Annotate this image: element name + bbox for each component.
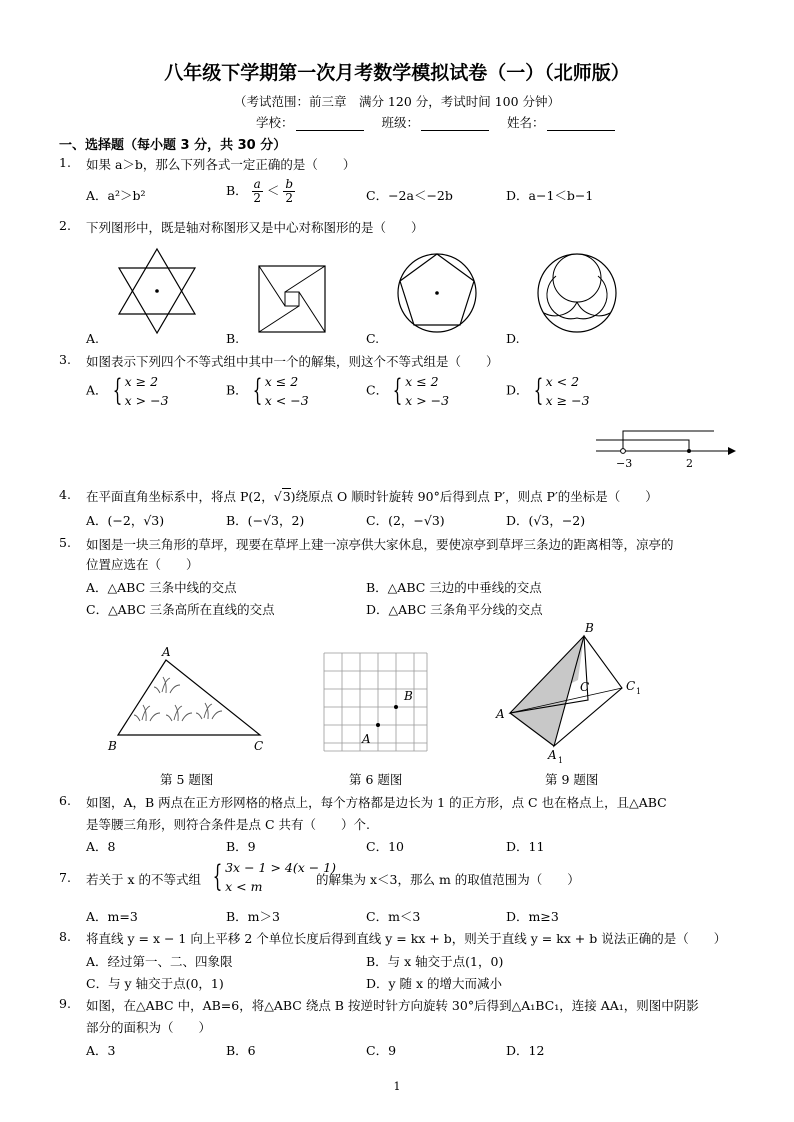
svg-text:B: B (585, 621, 594, 635)
q2-option-d[interactable]: D. (506, 331, 520, 346)
q6-text-line2: 是等腰三角形，则符合条件是点 C 共有（ ）个. (86, 817, 370, 832)
q6-option-d[interactable]: D．11 (506, 839, 545, 854)
q5-option-c[interactable]: C．△ABC 三条高所在直线的交点 (86, 602, 275, 617)
page-number: 1 (393, 1080, 401, 1093)
q1-frac-a: $\frac{a}{2}$ (253, 177, 262, 205)
q6-text-line1: 如图，A，B 两点在正方形网格的格点上，每个方格都是边长为 1 的正方形，点 C 也在格点上，且△ABC (86, 795, 667, 810)
axis-left-label: −3 (616, 457, 633, 470)
q7-number: 7. (59, 870, 71, 885)
q4-option-a[interactable]: A．(−2，√3) (86, 513, 165, 528)
q1-text: 如果 a＞b，那么下列各式一定正确的是（ ） (86, 157, 356, 172)
student-fields (256, 113, 615, 131)
q7-system: { 3x − 1 > 4(x − 1) x < m (212, 859, 337, 894)
q2-text: 下列图形中，既是轴对称图形又是中心对称图形的是（ ） (86, 220, 424, 235)
q7-option-c[interactable]: C．m＜3 (366, 909, 421, 924)
pentagon-in-circle-figure (396, 252, 478, 334)
q2-option-a[interactable]: A. (86, 331, 100, 346)
q3-option-c[interactable]: C． { x ≤ 2 x > −3 (366, 373, 450, 408)
q8-number: 8. (59, 929, 71, 944)
q2-option-b[interactable]: B. (226, 331, 240, 346)
q1-option-b-label: B． (226, 183, 248, 198)
figure-9-rotation (488, 618, 658, 768)
class-blank[interactable] (421, 118, 489, 131)
school-label: 学校： (256, 115, 294, 130)
svg-text:A: A (496, 707, 505, 721)
q8-option-d[interactable]: D．y 随 x 的增大而减小 (366, 976, 503, 991)
q9-text-line1: 如图，在△ABC 中，AB=6，将△ABC 绕点 B 按逆时针方向旋转 30°后得到△A₁BC₁，连接 AA₁，则图中阴影 (86, 998, 699, 1013)
figure-6-caption: 第 6 题图 (349, 772, 403, 787)
q8-option-a[interactable]: A．经过第一、二、四象限 (86, 954, 233, 969)
q1-frac-b: $\frac{b}{2}$ (285, 177, 293, 205)
q5-text-line1: 如图是一块三角形的草坪，现要在草坪上建一凉亭供大家休息，要使凉亭到草坪三条边的距离相等，凉亭的 (86, 537, 674, 552)
q5-text-line2: 位置应选在（ ） (86, 557, 199, 572)
q9-text-line2: 部分的面积为（ ） (86, 1020, 212, 1035)
school-blank[interactable] (296, 118, 364, 131)
grass-icons (134, 677, 222, 721)
q6-number: 6. (59, 793, 71, 808)
q7-option-b[interactable]: B．m＞3 (226, 909, 280, 924)
q3-number: 3. (59, 352, 71, 367)
q9-option-c[interactable]: C．9 (366, 1043, 397, 1058)
figure-9-caption: 第 9 题图 (545, 772, 599, 787)
class-label: 班级： (381, 115, 420, 130)
q5-option-d[interactable]: D．△ABC 三条角平分线的交点 (366, 602, 543, 617)
q7-text-a: 若关于 x 的不等式组 (86, 872, 201, 887)
q9-option-d[interactable]: D．12 (506, 1043, 545, 1058)
pinwheel-square-figure (258, 265, 326, 333)
q4-option-b[interactable]: B．(−√3，2) (226, 513, 305, 528)
q1-rel: ＜ (266, 183, 280, 198)
q2-option-c[interactable]: C. (366, 331, 380, 346)
name-label: 姓名： (507, 115, 545, 130)
svg-text:A: A (362, 732, 371, 746)
q6-option-b[interactable]: B．9 (226, 839, 256, 854)
svg-text:A: A (548, 748, 557, 762)
q9-option-a[interactable]: A．3 (86, 1043, 116, 1058)
q4-text: 在平面直角坐标系中，将点 P(2，√3)绕原点 O 顺时针旋转 90°后得到点 P′，则点 P′的坐标是（ ） (86, 489, 658, 504)
q5-option-a[interactable]: A．△ABC 三条中线的交点 (86, 580, 237, 595)
q2-number: 2. (59, 218, 71, 233)
page-title: 八年级下学期第一次月考数学模拟试卷（一）（北师版） (164, 62, 630, 84)
q4-number: 4. (59, 487, 71, 502)
three-petal-circle-figure (536, 252, 618, 334)
q6-option-c[interactable]: C．10 (366, 839, 404, 854)
exam-info: （考试范围：前三章 满分 120 分，考试时间 100 分钟） (233, 94, 561, 109)
name-blank[interactable] (547, 118, 615, 131)
figure-5-triangle-lawn (102, 640, 277, 760)
q7-option-d[interactable]: D．m≥3 (506, 909, 559, 924)
q5-number: 5. (59, 535, 71, 550)
q7-option-a[interactable]: A．m=3 (86, 909, 138, 924)
figure-6-grid (314, 650, 434, 762)
svg-text:C: C (626, 679, 636, 693)
section-heading: 一、选择题（每小题 3 分，共 30 分） (59, 138, 287, 153)
q1-option-b[interactable] (226, 178, 295, 205)
svg-text:A: A (162, 645, 171, 659)
svg-text:C: C (254, 739, 264, 753)
q3-option-a[interactable]: A． { x ≥ 2 x > −3 (86, 373, 169, 408)
q3-text: 如图表示下列四个不等式组中其中一个的解集，则这个不等式组是（ ） (86, 354, 499, 369)
star-of-david-figure (112, 245, 202, 337)
number-line-figure (592, 425, 742, 473)
q9-option-b[interactable]: B．6 (226, 1043, 256, 1058)
figure-5-caption: 第 5 题图 (160, 772, 214, 787)
svg-text:B: B (108, 739, 117, 753)
q3-option-d[interactable]: D． { x < 2 x ≥ −3 (506, 373, 590, 408)
svg-text:1: 1 (636, 687, 642, 696)
q9-number: 9. (59, 996, 71, 1011)
q4-option-c[interactable]: C．(2，−√3) (366, 513, 445, 528)
q6-option-a[interactable]: A．8 (86, 839, 116, 854)
svg-text:B: B (404, 689, 413, 703)
axis-right-label: 2 (686, 457, 693, 470)
q1-option-d[interactable]: D．a−1＜b−1 (506, 188, 594, 203)
q5-option-b[interactable]: B．△ABC 三边的中垂线的交点 (366, 580, 542, 595)
q1-option-a[interactable]: A．a²＞b² (86, 188, 146, 203)
q3-option-b[interactable]: B． { x ≤ 2 x < −3 (226, 373, 309, 408)
q8-option-c[interactable]: C．与 y 轴交于点(0，1) (86, 976, 224, 991)
q4-option-d[interactable]: D．(√3，−2) (506, 513, 586, 528)
q8-text: 将直线 y = x − 1 向上平移 2 个单位长度后得到直线 y = kx + b，则关于直线 y = kx + b 说法正确的是（ ） (86, 931, 727, 946)
svg-text:C: C (580, 680, 590, 694)
q1-option-c[interactable]: C．−2a＜−2b (366, 188, 453, 203)
q1-number: 1. (59, 155, 71, 170)
svg-text:1: 1 (558, 756, 564, 765)
q7-text-b: 的解集为 x＜3，那么 m 的取值范围为（ ） (316, 872, 580, 887)
q8-option-b[interactable]: B．与 x 轴交于点(1，0) (366, 954, 504, 969)
